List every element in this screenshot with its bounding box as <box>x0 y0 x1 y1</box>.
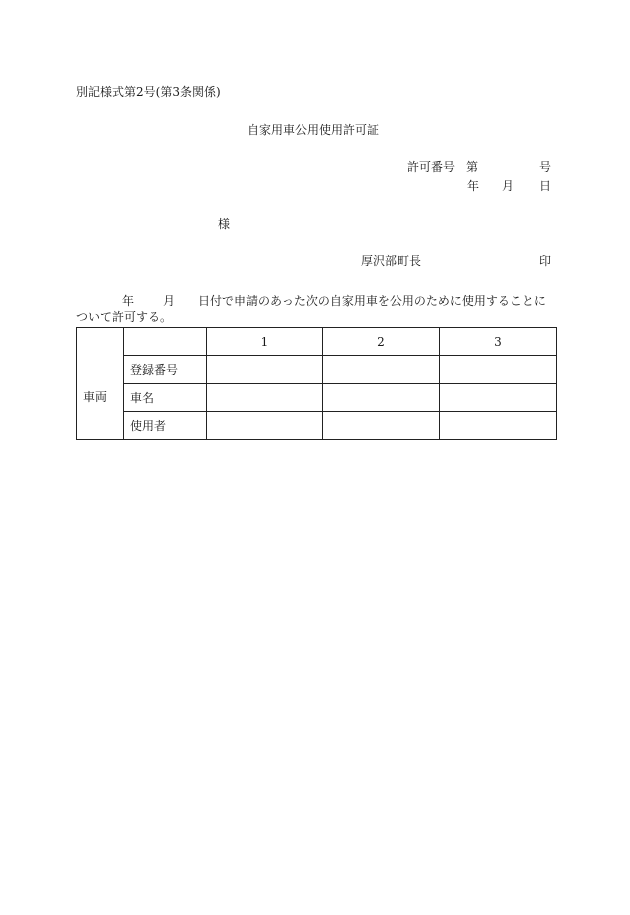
permission-statement <box>76 291 556 324</box>
row-label: 登録番号 <box>124 356 207 384</box>
table-row <box>77 384 557 412</box>
table-row <box>77 412 557 440</box>
header-empty-cell <box>77 328 124 356</box>
table-header-row <box>77 328 557 356</box>
form-label: 別記様式第2号(第3条関係) <box>76 85 221 99</box>
permit-number-suffix: 号 <box>539 160 552 174</box>
date-day-label: 日 <box>539 179 552 193</box>
table-cell <box>323 384 440 412</box>
statement-line-2: ついて許可する。 <box>76 310 173 324</box>
statement-text: 日付で申請のあった次の自家用車を公用のために使用することに <box>198 294 546 308</box>
table-cell <box>323 356 440 384</box>
statement-month: 月 <box>163 294 176 308</box>
date-year-label: 年 <box>467 179 480 193</box>
vehicle-table <box>76 327 557 440</box>
vehicle-group-label: 車両 <box>77 356 124 440</box>
table-cell <box>440 384 557 412</box>
header-empty-cell <box>124 328 207 356</box>
table-cell <box>207 384 323 412</box>
statement-year: 年 <box>122 294 135 308</box>
column-header: 1 <box>207 328 323 356</box>
issuer-name: 厚沢部町長 <box>361 254 422 268</box>
column-header: 2 <box>323 328 440 356</box>
table-cell <box>323 412 440 440</box>
row-label: 使用者 <box>124 412 207 440</box>
document-title: 自家用車公用使用許可証 <box>247 123 380 137</box>
seal-mark: 印 <box>539 254 552 268</box>
addressee-honorific: 様 <box>218 217 231 231</box>
column-header: 3 <box>440 328 557 356</box>
table-cell <box>207 356 323 384</box>
table-cell <box>440 412 557 440</box>
row-label: 車名 <box>124 384 207 412</box>
table-cell <box>207 412 323 440</box>
permit-number-label: 許可番号 <box>407 160 456 174</box>
statement-line-1 <box>76 291 556 311</box>
table-row <box>77 356 557 384</box>
date-month-label: 月 <box>502 179 515 193</box>
permit-number-prefix: 第 <box>466 160 479 174</box>
table-cell <box>440 356 557 384</box>
